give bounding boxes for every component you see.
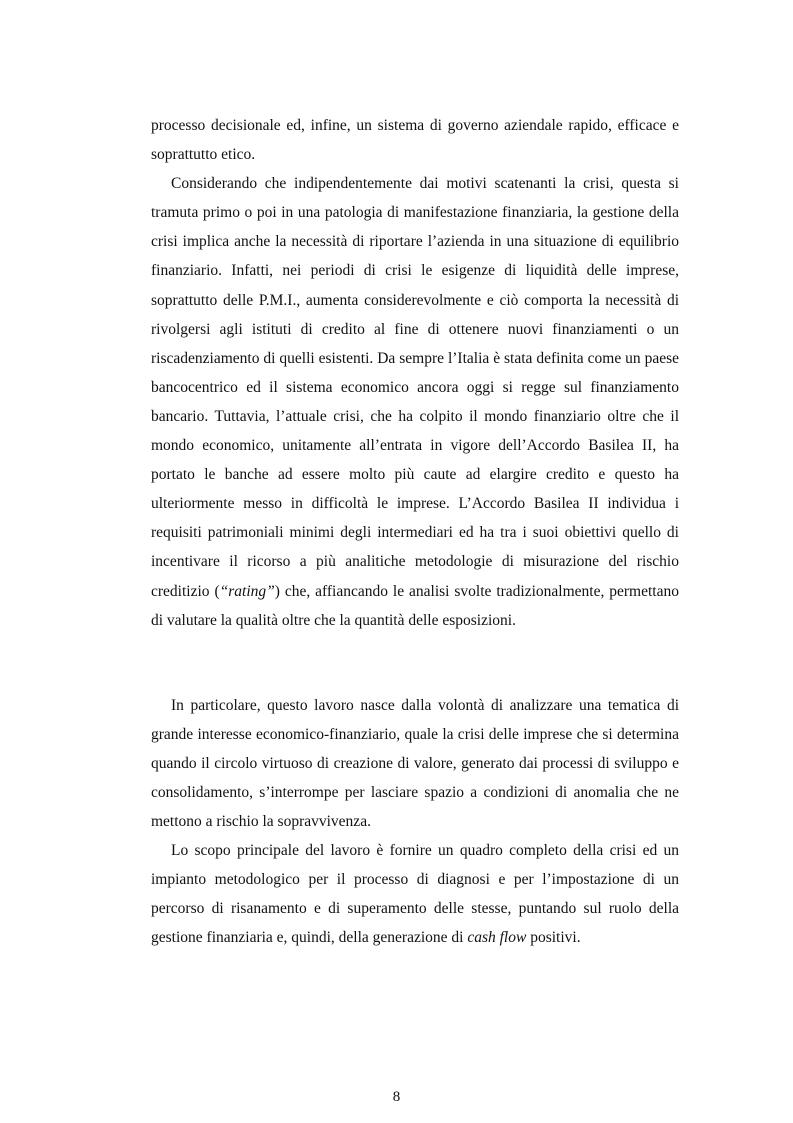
- paragraph-2: [151, 169, 679, 635]
- paragraph-4-text: Lo scopo principale del lavoro è fornire un quadro completo della crisi ed un impianto metodologico per il processo di diagnosi e per l’impostazione di un percorso di risanamento e di superamento delle stesse, puntando sul ruolo della gestione finanziaria e, quindi, della generazione di: [151, 842, 679, 947]
- page-number: 8: [392, 1089, 401, 1105]
- document-body: [151, 111, 679, 953]
- paragraph-3-text: In particolare, questo lavoro nasce dalla volontà di analizzare una tematica di grande interesse economico-finanziario, quale la crisi delle imprese che si determina quando il circolo virtuoso di creazione di valore, generato dai processi di sviluppo e consolidamento, s’interrompe per lasciare spazio a condizioni di anomalia che ne mettono a rischio la sopravvivenza.: [151, 696, 679, 831]
- paragraph-3: [151, 691, 679, 836]
- paragraph-1: [151, 111, 679, 169]
- paragraph-4-text-after: positivi.: [526, 929, 581, 947]
- paragraph-4-italic-term: cash flow: [467, 929, 527, 947]
- section-gap: [151, 635, 679, 691]
- paragraph-1-text: processo decisionale ed, infine, un sistema di governo aziendale rapido, efficace e soprattutto etico.: [151, 117, 679, 164]
- paragraph-2-text: Considerando che indipendentemente dai motivi scatenanti la crisi, questa si tramuta primo o poi in una patologia di manifestazione finanziaria, la gestione della crisi implica anche la necessità di riportare l’azienda in una situazione di equilibrio finanziario. Infatti, nei periodi di crisi le esigenze di liquidità delle imprese, soprattutto delle P.M.I., aumenta considerevolmente e ciò comporta la necessità di rivolgersi agli istituti di credito al fine di ottenere nuovi finanziamenti o un riscadenziamento di quelli esistenti. Da sempre l’Italia è stata definita come un paese bancocentrico ed il sistema economico ancora oggi si regge sul finanziamento bancario. Tuttavia, l’attuale crisi, che ha colpito il mondo finanziario oltre che il mondo economico, unitamente all’entrata in vigore dell’Accordo Basilea II, ha portato le banche ad essere molto più caute ad elargire credito e questo ha ulteriormente messo in difficoltà le imprese. L’Accordo Basilea II individua i requisiti patrimoniali minimi degli intermediari ed ha tra i suoi obiettivi quello di incentivare il ricorso a più analitiche metodologie di misurazione del rischio creditizio (: [151, 175, 679, 600]
- paragraph-4: [151, 836, 679, 952]
- paragraph-2-text-after: ) che, affiancando le analisi svolte tradizionalmente, permettano di valutare la qualità oltre che la quantità delle esposizioni.: [151, 582, 679, 629]
- paragraph-2-italic-term: “rating”: [219, 582, 275, 600]
